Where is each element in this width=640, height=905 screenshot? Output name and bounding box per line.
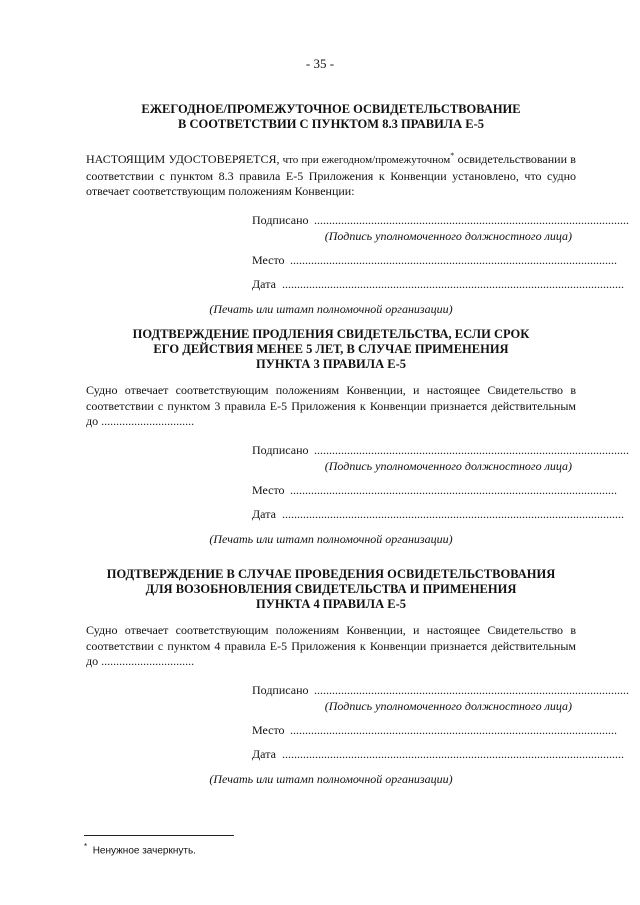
signature-caption: (Подпись уполномоченного должностного лица) <box>324 228 572 243</box>
footnote-separator <box>84 835 234 836</box>
date-row <box>252 746 624 762</box>
date-line: .................................................................................................................. <box>282 276 624 291</box>
place-row <box>252 252 617 268</box>
seal-caption: (Печать или штамп полномочной организации) <box>209 301 453 316</box>
signed-label: Подписано <box>252 682 309 697</box>
date-label: Дата <box>252 746 276 761</box>
heading-line: В СООТВЕТСТВИИ С ПУНКТОМ 8.3 ПРАВИЛА Е-5 <box>177 117 485 131</box>
signature-line: ......................................................................................................... <box>314 442 629 457</box>
valid-until-line: ............................... <box>101 414 195 428</box>
heading-line: ПОДТВЕРЖДЕНИЕ В СЛУЧАЕ ПРОВЕДЕНИЯ ОСВИДЕТЕЛЬСТВОВАНИЯ <box>106 567 556 581</box>
paragraph-lead: НАСТОЯЩИМ УДОСТОВЕРЯЕТСЯ, <box>86 152 280 166</box>
place-line: ............................................................................................................. <box>290 482 617 497</box>
date-line: .................................................................................................................. <box>282 506 624 521</box>
paragraph-text: Судно отвечает соответствующим положениям Конвенции, и настоящее Свидетельство в соответствии с пунктом 3 правила Е-5 Приложения к Конвенции признается действительным до <box>86 383 576 428</box>
signed-row <box>252 682 629 698</box>
valid-until-line: ............................... <box>101 654 195 668</box>
heading-line: ЕЖЕГОДНОЕ/ПРОМЕЖУТОЧНОЕ ОСВИДЕТЕЛЬСТВОВАНИЕ <box>141 102 521 116</box>
paragraph-text: освидетельствовании в соответствии с пунктом 8.3 правила Е-5 Приложения к Конвенции установлено, что судно отвечает соответствующим положениям Конвенции: <box>86 152 576 198</box>
place-row <box>252 722 617 738</box>
heading-line: ПУНКТА 3 ПРАВИЛА Е-5 <box>256 357 406 371</box>
heading-line: ПОДТВЕРЖДЕНИЕ ПРОДЛЕНИЯ СВИДЕТЕЛЬСТВА, ЕСЛИ СРОК <box>132 327 530 341</box>
footnote <box>84 842 196 856</box>
paragraph-text: Судно отвечает соответствующим положениям Конвенции, и настоящее Свидетельство в соответствии с пунктом 4 правила Е-5 Приложения к Конвенции признается действительным до <box>86 623 576 668</box>
section-heading <box>86 102 576 132</box>
paragraph-small-text: что при ежегодном/промежуточном <box>279 154 451 166</box>
place-label: Место <box>252 252 285 267</box>
place-label: Место <box>252 482 285 497</box>
signature-caption: (Подпись уполномоченного должностного лица) <box>324 458 572 473</box>
signed-row <box>252 212 629 228</box>
footnote-mark: * <box>84 842 88 851</box>
section-renewal-survey-confirmation <box>86 567 629 787</box>
section-annual-intermediate-survey <box>86 102 629 317</box>
seal-caption: (Печать или штамп полномочной организации) <box>209 771 453 786</box>
date-line: .................................................................................................................. <box>282 746 624 761</box>
date-row <box>252 506 624 522</box>
section-paragraph <box>86 383 576 430</box>
date-row <box>252 276 624 292</box>
place-line: ............................................................................................................. <box>290 252 617 267</box>
section-heading <box>86 327 576 372</box>
place-line: ............................................................................................................. <box>290 722 617 737</box>
seal-caption: (Печать или штамп полномочной организации) <box>209 531 453 546</box>
section-paragraph <box>86 148 576 200</box>
footnote-mark: * <box>450 151 455 160</box>
heading-line: ДЛЯ ВОЗОБНОВЛЕНИЯ СВИДЕТЕЛЬСТВА И ПРИМЕНЕНИЯ <box>145 582 517 596</box>
heading-line: ЕГО ДЕЙСТВИЯ МЕНЕЕ 5 ЛЕТ, В СЛУЧАЕ ПРИМЕНЕНИЯ <box>153 342 509 356</box>
heading-line: ПУНКТА 4 ПРАВИЛА Е-5 <box>256 597 406 611</box>
section-paragraph <box>86 623 576 670</box>
date-label: Дата <box>252 506 276 521</box>
section-extension-confirmation <box>86 327 629 547</box>
date-label: Дата <box>252 276 276 291</box>
place-label: Место <box>252 722 285 737</box>
footnote-text: Ненужное зачеркнуть. <box>92 845 196 857</box>
signed-row <box>252 442 629 458</box>
signature-line: ......................................................................................................... <box>314 212 629 227</box>
signed-label: Подписано <box>252 212 309 227</box>
signed-label: Подписано <box>252 442 309 457</box>
page-number: - 35 - <box>305 56 335 71</box>
section-heading <box>86 567 576 612</box>
signature-line: ......................................................................................................... <box>314 682 629 697</box>
place-row <box>252 482 617 498</box>
signature-caption: (Подпись уполномоченного должностного лица) <box>324 698 572 713</box>
